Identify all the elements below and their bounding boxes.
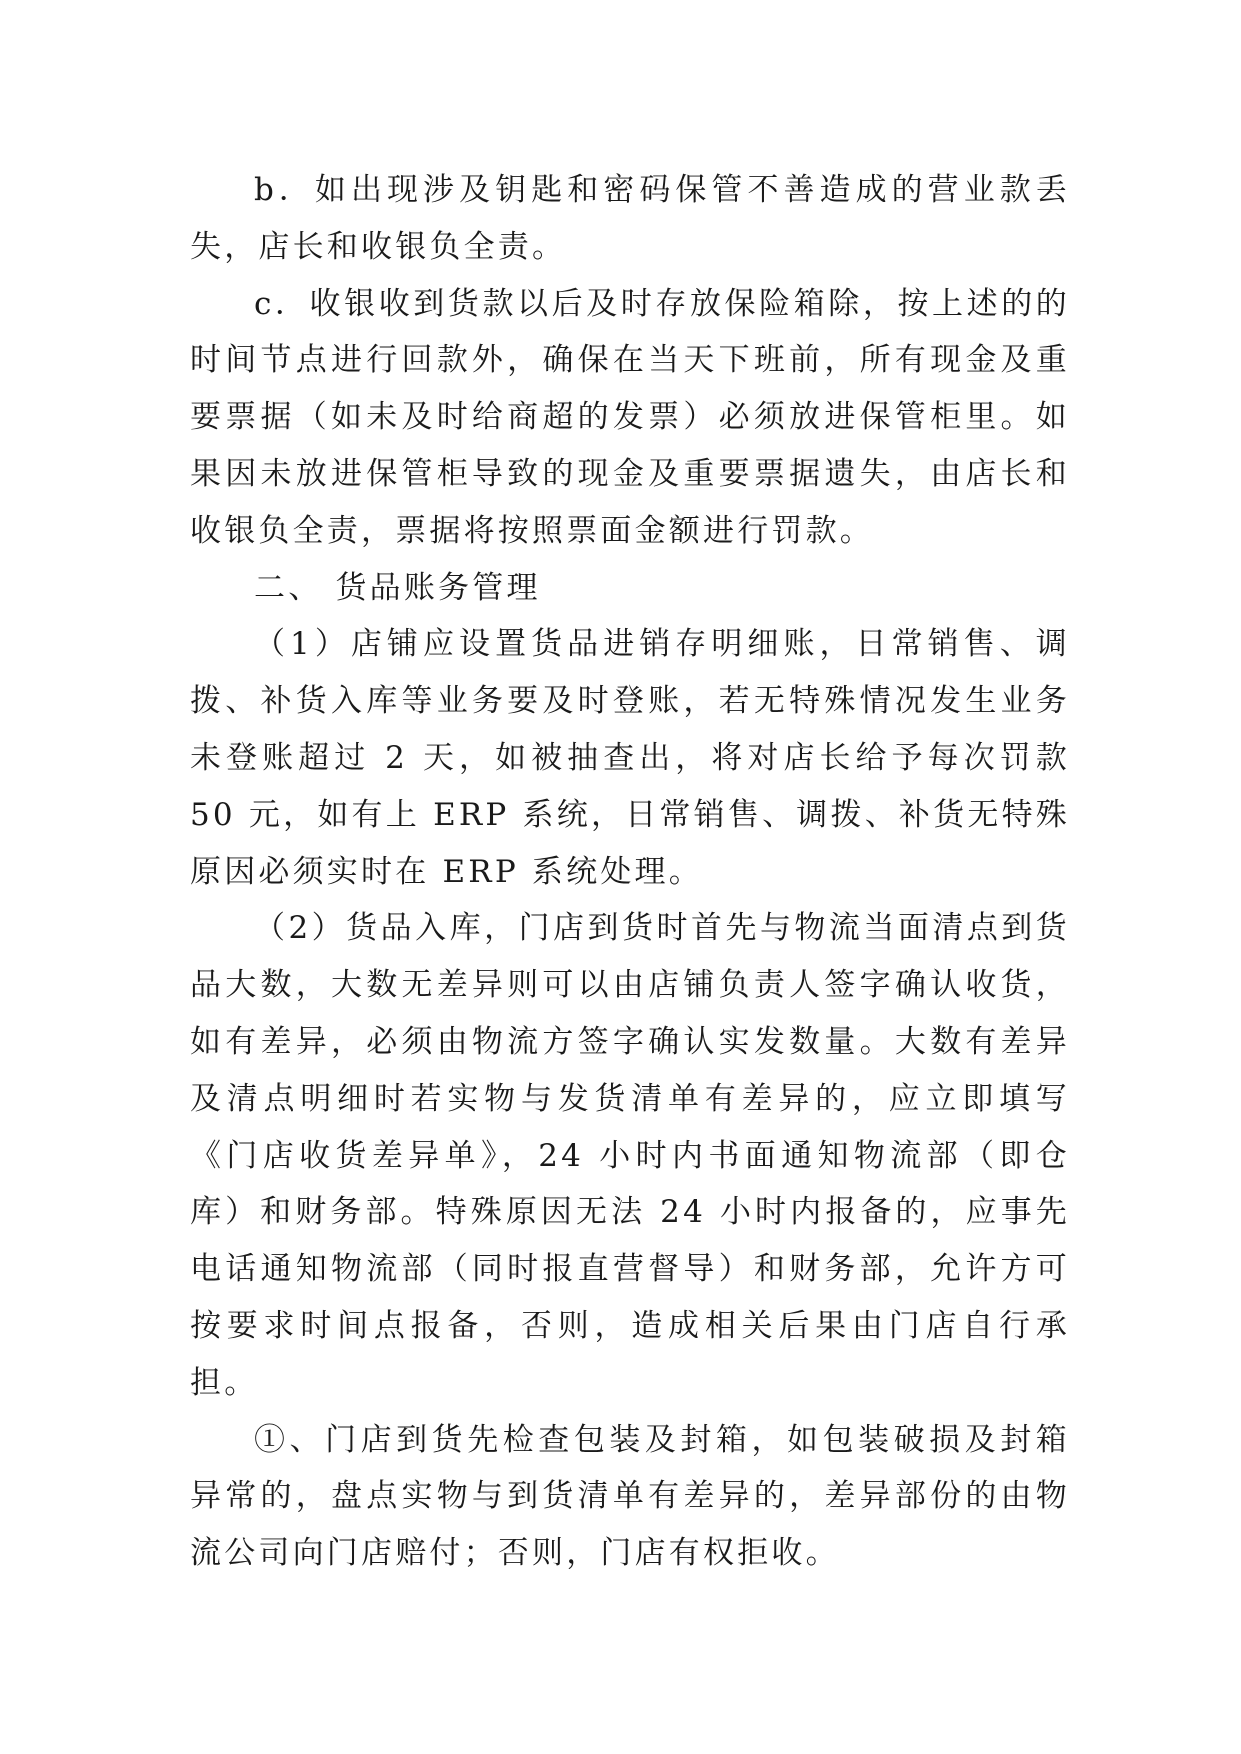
paragraph-item-1: （1）店铺应设置货品进销存明细账，日常销售、调拨、补货入库等业务要及时登账，若无特殊情况发生业务未登账超过 2 天，如被抽查出，将对店长给予每次罚款 50 元，如有上 ERP 系统，日常销售、调拨、补货无特殊原因必须实时在 ERP 系统处理。 <box>190 626 1070 890</box>
document-body <box>190 162 1070 1582</box>
section-heading-2: 二、 货品账务管理 <box>254 569 541 606</box>
paragraph-c: c．收银收到货款以后及时存放保险箱除，按上述的的时间节点进行回款外，确保在当天下班前，所有现金及重要票据（如未及时给商超的发票）必须放进保管柜里。如果因未放进保管柜导致的现金及重要票据遗失，由店长和收银负全责，票据将按照票面金额进行罚款。 <box>190 285 1070 549</box>
paragraph-b: b．如出现涉及钥匙和密码保管不善造成的营业款丢失，店长和收银负全责。 <box>190 172 1070 265</box>
paragraph-item-2-1: ①、门店到货先检查包装及封箱，如包装破损及封箱异常的，盘点实物与到货清单有差异的，差异部份的由物流公司向门店赔付；否则，门店有权拒收。 <box>190 1421 1070 1572</box>
paragraph-item-2: （2）货品入库，门店到货时首先与物流当面清点到货品大数，大数无差异则可以由店铺负责人签字确认收货，如有差异，必须由物流方签字确认实发数量。大数有差异及清点明细时若实物与发货清单有差异的，应立即填写《门店收货差异单》，24 小时内书面通知物流部（即仓库）和财务部。特殊原因无法 24 小时内报备的，应事先电话通知物流部（同时报直营督导）和财务部，允许方可按要求时间点报备，否则，造成相关后果由门店自行承担。 <box>190 910 1070 1401</box>
